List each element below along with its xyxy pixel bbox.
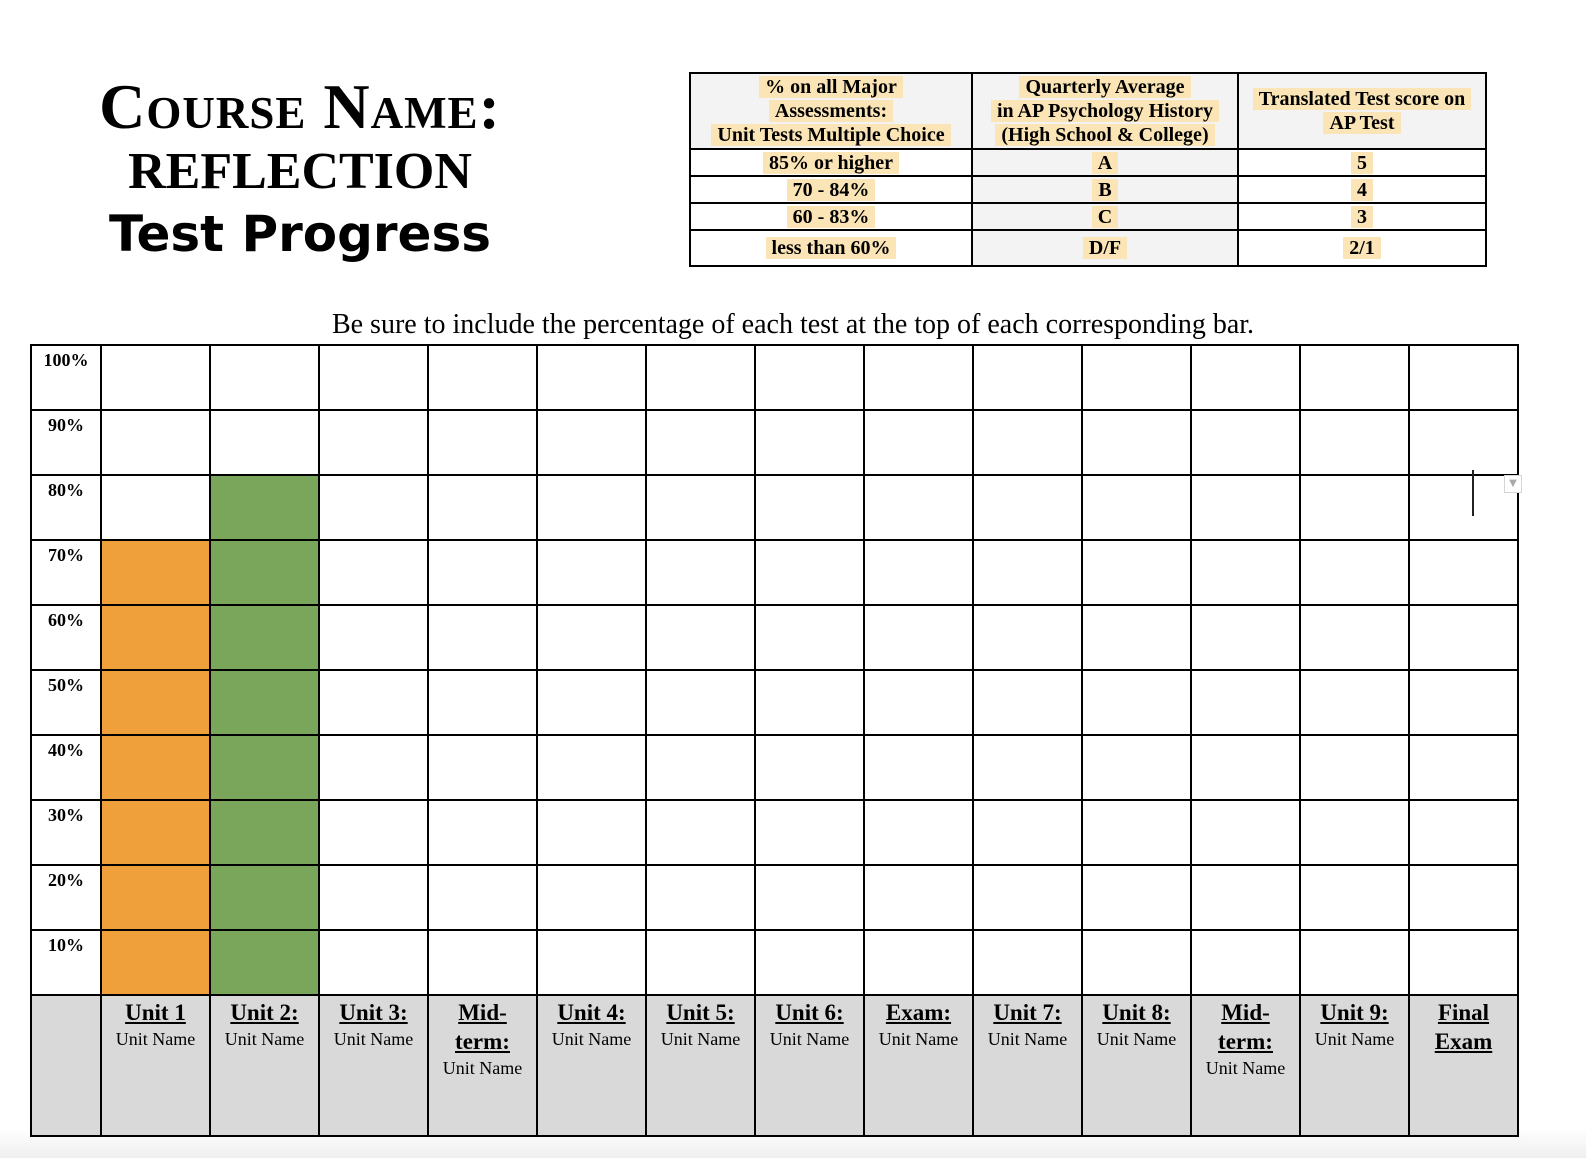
grid-cell[interactable] bbox=[537, 670, 646, 735]
category-subtitle: Unit Name bbox=[1314, 1029, 1395, 1049]
grid-cell[interactable] bbox=[646, 540, 755, 605]
grid-cell[interactable] bbox=[1300, 605, 1409, 670]
grid-cell[interactable] bbox=[755, 930, 864, 995]
category-subtitle: Unit Name bbox=[224, 1029, 305, 1049]
bar-segment[interactable] bbox=[101, 865, 210, 930]
category-title: Unit 8: bbox=[1102, 1000, 1171, 1025]
bar-segment[interactable] bbox=[101, 540, 210, 605]
grid-cell[interactable] bbox=[973, 735, 1082, 800]
grid-cell[interactable] bbox=[646, 605, 755, 670]
category-title: Unit 1 bbox=[125, 1000, 186, 1025]
grid-cell[interactable] bbox=[1191, 930, 1300, 995]
grid-cell[interactable] bbox=[755, 605, 864, 670]
course-name-title[interactable]: Course Name: bbox=[99, 71, 501, 142]
grid-cell[interactable] bbox=[537, 800, 646, 865]
grid-cell[interactable] bbox=[1082, 345, 1191, 410]
percent-row bbox=[31, 735, 1518, 800]
category-title: Unit 2: bbox=[230, 1000, 299, 1025]
grid-cell[interactable] bbox=[1300, 475, 1409, 540]
bar-segment[interactable] bbox=[210, 475, 319, 540]
category-subtitle: Unit Name bbox=[442, 1058, 523, 1078]
grade-key-header-quarterly[interactable]: Quarterly Average in AP Psychology History (High School & College) bbox=[972, 73, 1238, 149]
grid-cell[interactable] bbox=[1191, 735, 1300, 800]
grid-cell[interactable] bbox=[1300, 735, 1409, 800]
percent-row bbox=[31, 930, 1518, 995]
reflection-title[interactable]: REFLECTION bbox=[128, 143, 472, 200]
grid-cell[interactable] bbox=[1409, 410, 1518, 475]
category-label-cell[interactable] bbox=[646, 995, 755, 1136]
grid-cell[interactable] bbox=[1082, 670, 1191, 735]
grid-cell[interactable] bbox=[973, 605, 1082, 670]
grid-cell[interactable] bbox=[755, 410, 864, 475]
grid-cell[interactable] bbox=[428, 345, 537, 410]
grid-cell[interactable] bbox=[319, 930, 428, 995]
grid-cell[interactable] bbox=[973, 345, 1082, 410]
category-subtitle: Unit Name bbox=[1205, 1058, 1286, 1078]
grid-cell[interactable] bbox=[1082, 605, 1191, 670]
grid-cell[interactable] bbox=[973, 670, 1082, 735]
grid-cell[interactable] bbox=[1082, 735, 1191, 800]
grid-cell[interactable] bbox=[210, 345, 319, 410]
grid-cell[interactable] bbox=[428, 800, 537, 865]
grid-cell[interactable] bbox=[537, 540, 646, 605]
grid-cell[interactable] bbox=[1409, 605, 1518, 670]
grid-cell[interactable] bbox=[1082, 475, 1191, 540]
bar-segment[interactable] bbox=[210, 540, 319, 605]
grid-cell[interactable] bbox=[1082, 865, 1191, 930]
grid-cell[interactable] bbox=[537, 605, 646, 670]
grid-cell[interactable] bbox=[864, 540, 973, 605]
grid-cell[interactable] bbox=[1082, 930, 1191, 995]
test-progress-chart bbox=[30, 344, 1519, 1137]
grid-cell[interactable] bbox=[428, 540, 537, 605]
grid-cell[interactable] bbox=[1409, 670, 1518, 735]
grid-cell[interactable] bbox=[1191, 475, 1300, 540]
grid-cell[interactable] bbox=[1191, 670, 1300, 735]
grid-cell[interactable] bbox=[864, 345, 973, 410]
grid-cell[interactable] bbox=[864, 930, 973, 995]
grade-key-ap-cell[interactable]: 3 bbox=[1238, 203, 1486, 230]
category-subtitle: Unit Name bbox=[769, 1029, 850, 1049]
grade-key-header-row bbox=[690, 73, 1486, 149]
y-tick-label: 100% bbox=[31, 345, 101, 410]
grid-cell[interactable] bbox=[1191, 410, 1300, 475]
category-subtitle: Unit Name bbox=[987, 1029, 1068, 1049]
grid-cell[interactable] bbox=[864, 475, 973, 540]
category-label-cell[interactable] bbox=[537, 995, 646, 1136]
category-label-cell[interactable] bbox=[755, 995, 864, 1136]
grid-cell[interactable] bbox=[1300, 540, 1409, 605]
grid-cell[interactable] bbox=[1300, 930, 1409, 995]
grid-cell[interactable] bbox=[864, 735, 973, 800]
grid-cell[interactable] bbox=[646, 735, 755, 800]
y-tick-label: 30% bbox=[31, 800, 101, 865]
grade-key-ap-cell[interactable]: 5 bbox=[1238, 149, 1486, 176]
grade-key-grade-cell[interactable]: B bbox=[972, 176, 1238, 203]
grid-cell[interactable] bbox=[428, 410, 537, 475]
category-label-cell[interactable] bbox=[101, 995, 210, 1136]
grid-cell[interactable] bbox=[210, 410, 319, 475]
percent-row bbox=[31, 670, 1518, 735]
y-tick-label: 90% bbox=[31, 410, 101, 475]
grid-cell[interactable] bbox=[1082, 540, 1191, 605]
percent-row bbox=[31, 410, 1518, 475]
category-label-cell[interactable] bbox=[1082, 995, 1191, 1136]
y-tick-label: 60% bbox=[31, 605, 101, 670]
percent-row bbox=[31, 605, 1518, 670]
category-title: Unit 3: bbox=[339, 1000, 408, 1025]
bar-segment[interactable] bbox=[101, 800, 210, 865]
category-title: Mid-term: bbox=[1218, 1000, 1273, 1054]
bar-segment[interactable] bbox=[101, 930, 210, 995]
grid-cell[interactable] bbox=[319, 475, 428, 540]
label-row-blank-cell bbox=[31, 995, 101, 1136]
grid-cell[interactable] bbox=[428, 670, 537, 735]
grid-cell[interactable] bbox=[101, 475, 210, 540]
grid-cell[interactable] bbox=[101, 410, 210, 475]
grid-cell[interactable] bbox=[537, 865, 646, 930]
category-label-cell[interactable] bbox=[428, 995, 537, 1136]
category-title: Unit 6: bbox=[775, 1000, 844, 1025]
grade-key-table bbox=[689, 72, 1487, 267]
grid-cell[interactable] bbox=[646, 410, 755, 475]
grade-key-row bbox=[690, 176, 1486, 203]
grade-key-percent-cell[interactable]: 70 - 84% bbox=[690, 176, 972, 203]
text-cursor bbox=[1472, 470, 1474, 516]
grid-cell[interactable] bbox=[1409, 865, 1518, 930]
grade-key-percent-cell[interactable]: 60 - 83% bbox=[690, 203, 972, 230]
instruction-text[interactable]: Be sure to include the percentage of each test at the top of each corresponding bar. bbox=[331, 309, 1255, 340]
grid-cell[interactable] bbox=[537, 930, 646, 995]
category-title: Unit 4: bbox=[557, 1000, 626, 1025]
category-title: Unit 7: bbox=[993, 1000, 1062, 1025]
grid-cell[interactable] bbox=[537, 345, 646, 410]
grid-cell[interactable] bbox=[1191, 540, 1300, 605]
grid-cell[interactable] bbox=[1300, 800, 1409, 865]
bar-segment[interactable] bbox=[101, 605, 210, 670]
bar-segment[interactable] bbox=[210, 605, 319, 670]
grid-cell[interactable] bbox=[646, 800, 755, 865]
grid-cell[interactable] bbox=[319, 670, 428, 735]
grid-cell[interactable] bbox=[973, 475, 1082, 540]
grid-cell[interactable] bbox=[319, 540, 428, 605]
percent-row bbox=[31, 540, 1518, 605]
y-tick-label: 10% bbox=[31, 930, 101, 995]
grid-cell[interactable] bbox=[864, 605, 973, 670]
percent-row bbox=[31, 800, 1518, 865]
grid-cell[interactable] bbox=[1191, 865, 1300, 930]
grid-cell[interactable] bbox=[1191, 605, 1300, 670]
grid-cell[interactable] bbox=[973, 930, 1082, 995]
bar-segment[interactable] bbox=[101, 670, 210, 735]
y-tick-label: 40% bbox=[31, 735, 101, 800]
bar-segment[interactable] bbox=[210, 865, 319, 930]
grid-cell[interactable] bbox=[319, 865, 428, 930]
grade-key-row bbox=[690, 230, 1486, 266]
grade-key-header-percent[interactable]: % on all Major Assessments: Unit Tests Multiple Choice bbox=[690, 73, 972, 149]
grid-cell[interactable] bbox=[1191, 800, 1300, 865]
category-title: Mid-term: bbox=[455, 1000, 510, 1054]
grid-cell[interactable] bbox=[428, 930, 537, 995]
grid-cell[interactable] bbox=[646, 475, 755, 540]
grid-cell[interactable] bbox=[319, 800, 428, 865]
grid-cell[interactable] bbox=[537, 475, 646, 540]
grid-cell[interactable] bbox=[864, 800, 973, 865]
grid-cell[interactable] bbox=[319, 605, 428, 670]
grid-cell[interactable] bbox=[755, 345, 864, 410]
bar-segment[interactable] bbox=[210, 930, 319, 995]
grade-key-ap-cell[interactable]: 2/1 bbox=[1238, 230, 1486, 266]
grid-cell[interactable] bbox=[1191, 345, 1300, 410]
grid-cell[interactable] bbox=[864, 670, 973, 735]
category-title: Final Exam bbox=[1434, 1000, 1493, 1054]
category-title: Unit 5: bbox=[666, 1000, 735, 1025]
category-label-cell[interactable] bbox=[864, 995, 973, 1136]
dropdown-arrow-icon[interactable]: ▼ bbox=[1504, 475, 1522, 493]
grid-cell[interactable] bbox=[755, 865, 864, 930]
category-subtitle: Unit Name bbox=[115, 1029, 196, 1049]
grade-key-percent-cell[interactable]: less than 60% bbox=[690, 230, 972, 266]
grid-cell[interactable] bbox=[428, 735, 537, 800]
grid-cell[interactable] bbox=[428, 865, 537, 930]
grid-cell[interactable] bbox=[101, 345, 210, 410]
grid-cell[interactable] bbox=[319, 410, 428, 475]
grade-key-header-ap-score[interactable]: Translated Test score on AP Test bbox=[1238, 73, 1486, 149]
grid-cell[interactable] bbox=[755, 540, 864, 605]
bar-segment[interactable] bbox=[101, 735, 210, 800]
y-tick-label: 20% bbox=[31, 865, 101, 930]
grid-cell[interactable] bbox=[646, 345, 755, 410]
grid-cell[interactable] bbox=[1409, 930, 1518, 995]
grade-key-grade-cell[interactable]: A bbox=[972, 149, 1238, 176]
grid-cell[interactable] bbox=[755, 800, 864, 865]
grid-cell[interactable] bbox=[973, 540, 1082, 605]
grid-cell[interactable] bbox=[646, 930, 755, 995]
grid-cell[interactable] bbox=[319, 345, 428, 410]
grade-key-grade-cell[interactable]: C bbox=[972, 203, 1238, 230]
grid-cell[interactable] bbox=[973, 865, 1082, 930]
grade-key-grade-cell[interactable]: D/F bbox=[972, 230, 1238, 266]
category-label-cell[interactable] bbox=[1300, 995, 1409, 1136]
grid-cell[interactable] bbox=[319, 735, 428, 800]
grid-cell[interactable] bbox=[864, 865, 973, 930]
y-tick-label: 80% bbox=[31, 475, 101, 540]
category-subtitle: Unit Name bbox=[878, 1029, 959, 1049]
grid-cell[interactable] bbox=[1300, 865, 1409, 930]
grid-cell[interactable] bbox=[1409, 800, 1518, 865]
grid-cell[interactable] bbox=[646, 865, 755, 930]
percent-row bbox=[31, 865, 1518, 930]
category-subtitle: Unit Name bbox=[333, 1029, 414, 1049]
grid-cell[interactable] bbox=[1082, 410, 1191, 475]
grid-cell[interactable] bbox=[973, 410, 1082, 475]
grid-cell[interactable] bbox=[1300, 345, 1409, 410]
grid-cell[interactable] bbox=[1409, 475, 1518, 540]
category-subtitle: Unit Name bbox=[660, 1029, 741, 1049]
grid-cell[interactable] bbox=[537, 410, 646, 475]
grid-cell[interactable] bbox=[1082, 800, 1191, 865]
grid-cell[interactable] bbox=[1300, 670, 1409, 735]
percent-row bbox=[31, 475, 1518, 540]
category-label-cell[interactable] bbox=[1409, 995, 1518, 1136]
grade-key-row bbox=[690, 203, 1486, 230]
y-tick-label: 70% bbox=[31, 540, 101, 605]
grid-cell[interactable] bbox=[428, 475, 537, 540]
grid-cell[interactable] bbox=[864, 410, 973, 475]
grid-cell[interactable] bbox=[755, 475, 864, 540]
title-block bbox=[60, 72, 540, 266]
category-title: Exam: bbox=[885, 1000, 952, 1025]
grid-cell[interactable] bbox=[755, 735, 864, 800]
grid-cell[interactable] bbox=[646, 670, 755, 735]
category-subtitle: Unit Name bbox=[551, 1029, 632, 1049]
bar-segment[interactable] bbox=[210, 735, 319, 800]
test-progress-title[interactable]: Test Progress bbox=[109, 205, 491, 263]
grid-cell[interactable] bbox=[1409, 735, 1518, 800]
grid-cell[interactable] bbox=[973, 800, 1082, 865]
category-label-cell[interactable] bbox=[210, 995, 319, 1136]
y-tick-label: 50% bbox=[31, 670, 101, 735]
category-label-row bbox=[31, 995, 1518, 1136]
category-title: Unit 9: bbox=[1320, 1000, 1389, 1025]
category-label-cell[interactable] bbox=[1191, 995, 1300, 1136]
grid-cell[interactable] bbox=[1409, 345, 1518, 410]
grade-key-row bbox=[690, 149, 1486, 176]
grid-cell[interactable] bbox=[1300, 410, 1409, 475]
grid-cell[interactable] bbox=[1409, 540, 1518, 605]
bar-segment[interactable] bbox=[210, 800, 319, 865]
grid-cell[interactable] bbox=[755, 670, 864, 735]
grid-cell[interactable] bbox=[537, 735, 646, 800]
percent-row bbox=[31, 345, 1518, 410]
grade-key-percent-cell[interactable]: 85% or higher bbox=[690, 149, 972, 176]
category-subtitle: Unit Name bbox=[1096, 1029, 1177, 1049]
category-label-cell[interactable] bbox=[973, 995, 1082, 1136]
grid-cell[interactable] bbox=[428, 605, 537, 670]
bar-segment[interactable] bbox=[210, 670, 319, 735]
category-label-cell[interactable] bbox=[319, 995, 428, 1136]
grade-key-ap-cell[interactable]: 4 bbox=[1238, 176, 1486, 203]
